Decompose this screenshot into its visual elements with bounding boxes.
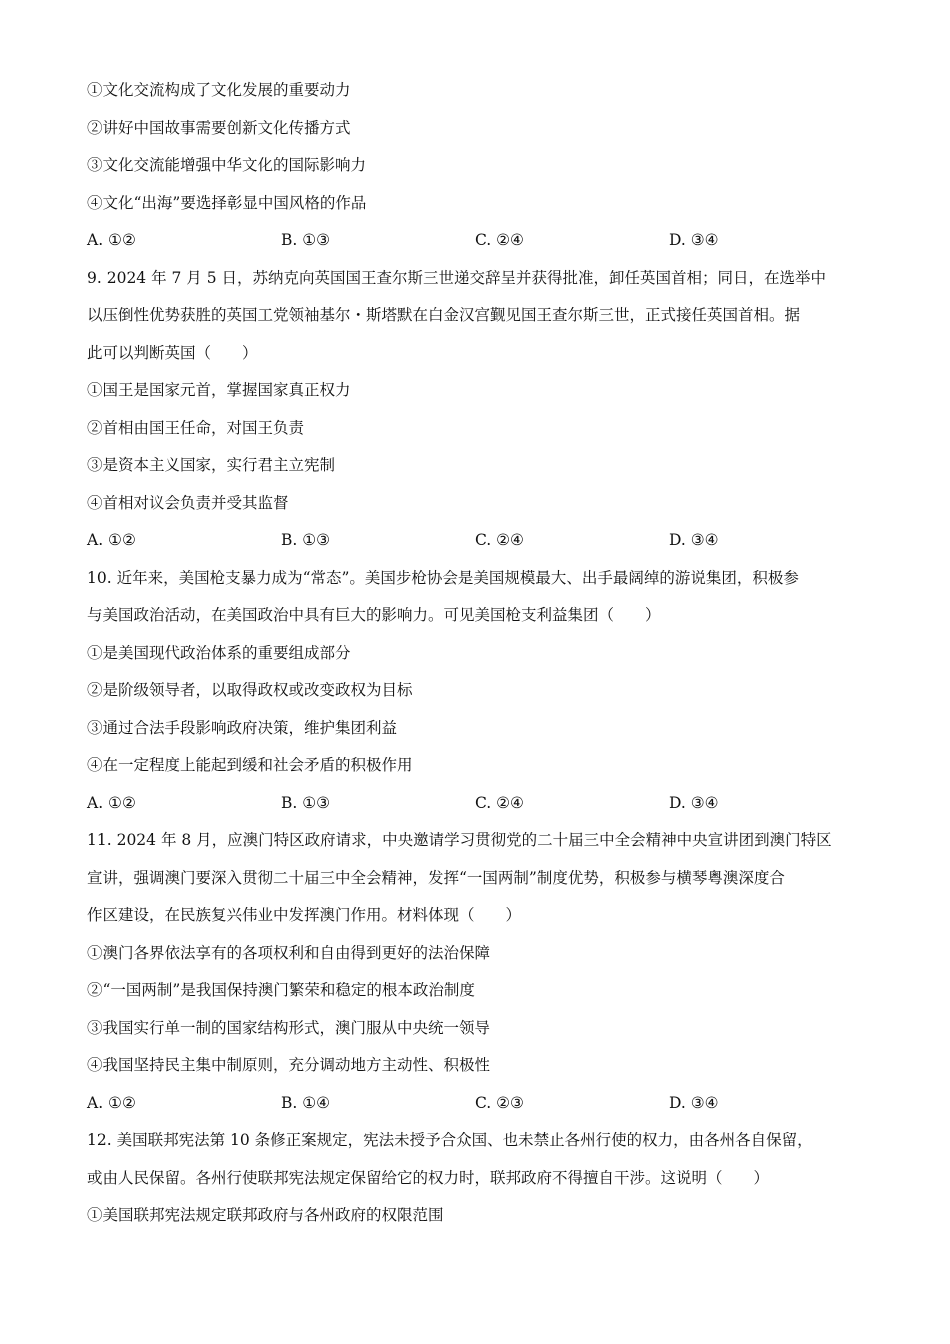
option-c: C. ②③ (475, 1093, 524, 1112)
statement-1: ①文化交流构成了文化发展的重要动力 (87, 81, 351, 99)
answer-options (87, 522, 867, 560)
statement-1: ①是美国现代政治体系的重要组成部分 (87, 643, 351, 662)
statement-2: ②“一国两制”是我国保持澳门繁荣和稳定的根本政治制度 (87, 981, 475, 999)
option-d: D. ③④ (669, 231, 719, 249)
question-stem-line: 9. 2024 年 7 月 5 日，苏纳克向英国国王查尔斯三世递交辞呈并获得批准，卸任英国首相；同日，在选举中 (87, 268, 827, 287)
statement-3: ③是资本主义国家，实行君主立宪制 (87, 456, 336, 474)
question-stem-line: 作区建设，在民族复兴伟业中发挥澳门作用。材料体现（ ） (87, 906, 522, 924)
statement-2: ②首相由国王任命，对国王负责 (87, 418, 305, 437)
option-b: B. ①③ (281, 531, 331, 549)
answer-options (87, 222, 867, 260)
question-stem-line: 12. 美国联邦宪法第 10 条修正案规定，宪法未授予合众国、也未禁止各州行使的权力，由各州各自保留， (87, 1131, 813, 1149)
statement-1: ①澳门各界依法享有的各项权利和自由得到更好的法治保障 (87, 943, 491, 962)
statement-4: ④在一定程度上能起到缓和社会矛盾的积极作用 (87, 756, 413, 774)
option-c: C. ②④ (475, 531, 524, 549)
statement-3: ③通过合法手段影响政府决策，维护集团利益 (87, 718, 398, 737)
option-a: A. ①② (87, 531, 136, 549)
question-stem-line: 此可以判断英国（ ） (87, 343, 258, 362)
answer-options (87, 1085, 867, 1123)
question-stem-line: 与美国政治活动，在美国政治中具有巨大的影响力。可见美国枪支利益集团（ ） (87, 606, 661, 624)
statement-2: ②讲好中国故事需要创新文化传播方式 (87, 118, 351, 137)
statement-1: ①美国联邦宪法规定联邦政府与各州政府的权限范围 (87, 1206, 444, 1224)
question-8-tail (87, 72, 867, 260)
option-a: A. ①② (87, 1093, 136, 1112)
question-9 (87, 260, 867, 560)
option-b: B. ①③ (281, 793, 331, 812)
statement-4: ④文化“出海”要选择彰显中国风格的作品 (87, 193, 367, 212)
option-c: C. ②④ (475, 231, 524, 249)
question-10 (87, 560, 867, 823)
question-stem-line: 以压倒性优势获胜的英国工党领袖基尔・斯塔默在白金汉宫觐见国王查尔斯三世，正式接任英国首相。据 (87, 306, 801, 324)
question-11 (87, 822, 867, 1122)
exam-page (87, 72, 867, 1235)
question-12 (87, 1122, 867, 1235)
statement-3: ③文化交流能增强中华文化的国际影响力 (87, 156, 367, 174)
answer-options (87, 785, 867, 823)
statement-4: ④首相对议会负责并受其监督 (87, 493, 289, 512)
statement-3: ③我国实行单一制的国家结构形式，澳门服从中央统一领导 (87, 1018, 491, 1037)
option-b: B. ①④ (281, 1093, 331, 1112)
statement-4: ④我国坚持民主集中制原则，充分调动地方主动性、积极性 (87, 1056, 491, 1074)
option-a: A. ①② (87, 231, 136, 249)
option-d: D. ③④ (669, 793, 719, 812)
option-b: B. ①③ (281, 231, 331, 249)
option-d: D. ③④ (669, 531, 719, 549)
statement-2: ②是阶级领导者，以取得政权或改变政权为目标 (87, 681, 413, 699)
question-stem-line: 11. 2024 年 8 月，应澳门特区政府请求，中央邀请学习贯彻党的二十届三中全会精神中央宣讲团到澳门特区 (87, 831, 832, 849)
question-stem-line: 10. 近年来，美国枪支暴力成为“常态”。美国步枪协会是美国规模最大、出手最阔绰的游说集团，积极参 (87, 568, 799, 587)
option-a: A. ①② (87, 793, 136, 812)
statement-1: ①国王是国家元首，掌握国家真正权力 (87, 381, 351, 399)
question-stem-line: 宣讲，强调澳门要深入贯彻二十届三中全会精神，发挥“一国两制”制度优势，积极参与横琴粤澳深度合 (87, 868, 785, 887)
option-c: C. ②④ (475, 793, 524, 812)
question-stem-line: 或由人民保留。各州行使联邦宪法规定保留给它的权力时，联邦政府不得擅自干涉。这说明（ ） (87, 1168, 770, 1187)
option-d: D. ③④ (669, 1093, 719, 1112)
